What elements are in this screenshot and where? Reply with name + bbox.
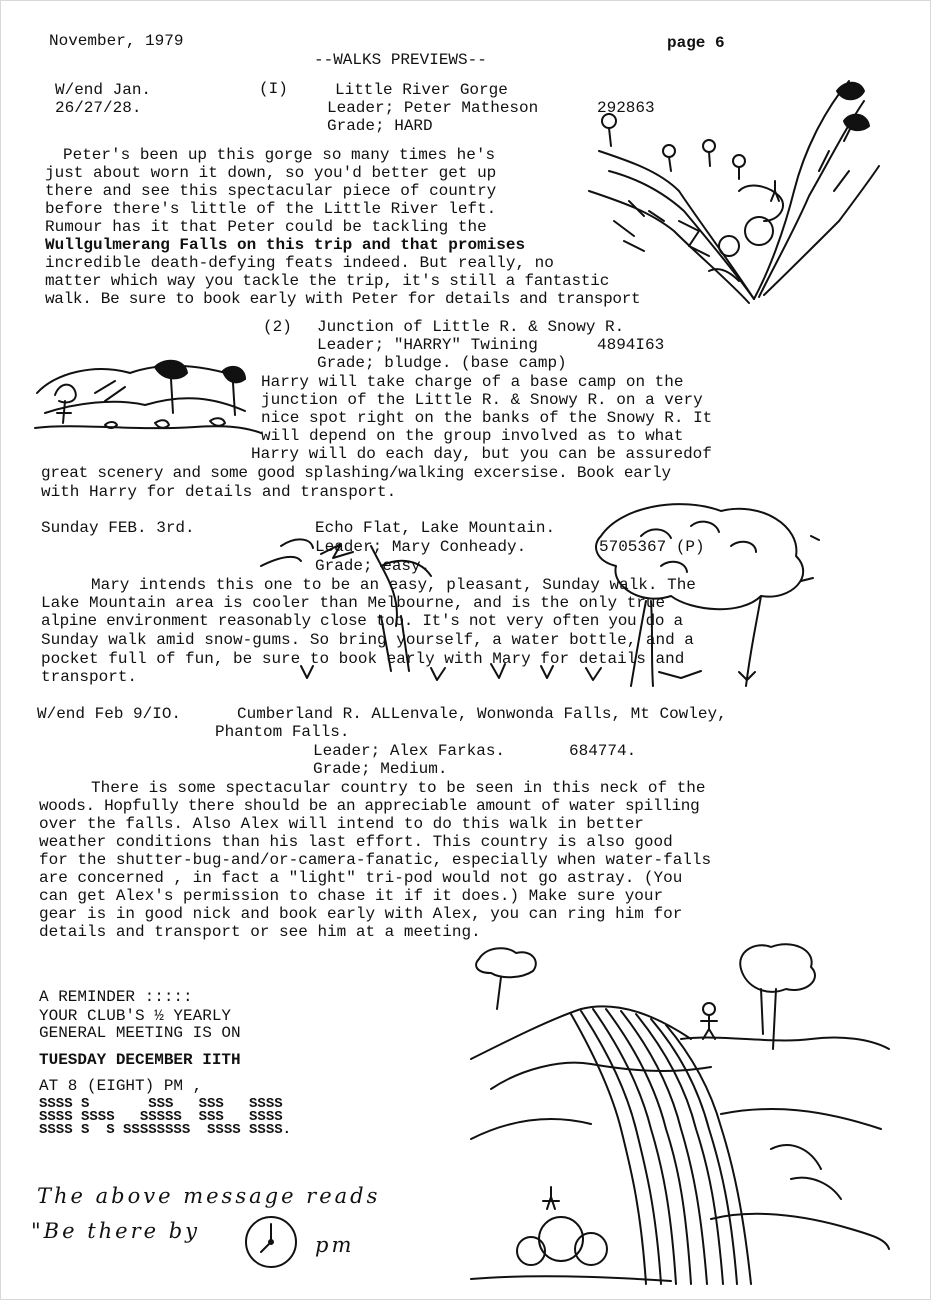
camp-drawing xyxy=(35,353,263,445)
text-line: woods. Hopfully there should be an appreciable amount of water spilling xyxy=(39,797,700,815)
decorative-s-pattern: SSSS S SSS SSS SSSS SSSS SSSS SSSSS SSS SSSS SSSS S S SSSSSSSS SSSS SSSS. xyxy=(39,1096,292,1138)
text-line: alpine environment reasonably close too. It's not very often you do a xyxy=(41,612,683,630)
reminder-line: TUESDAY DECEMBER IITH xyxy=(39,1051,241,1069)
walk1-number: (I) xyxy=(259,80,288,98)
walk4-place-continued: Phantom Falls. xyxy=(215,723,350,741)
walk2-grade: Grade; bludge. (base camp) xyxy=(317,354,567,372)
walk1-when-line2: 26/27/28. xyxy=(55,99,142,117)
reminder-line: YOUR CLUB'S ½ YEARLY xyxy=(39,1007,232,1025)
walk4-grade: Grade; Medium. xyxy=(313,760,448,778)
text-line: matter which way you tackle the trip, it's still a fantastic xyxy=(45,272,610,290)
text-line: transport. xyxy=(41,668,138,686)
walk2-leader: Leader; "HARRY" Twining xyxy=(317,336,538,354)
gorge-drawing xyxy=(589,71,879,311)
walk4-leader: Leader; Alex Farkas. xyxy=(313,742,506,760)
reminder-line: AT 8 (EIGHT) PM , xyxy=(39,1077,203,1095)
walk3-place: Echo Flat, Lake Mountain. xyxy=(315,519,556,537)
text-line: gear is in good nick and book early with Alex, you can ring him for xyxy=(39,905,683,923)
walk3-grade: Grade; easy. xyxy=(315,557,431,575)
clock-icon xyxy=(243,1214,299,1270)
walk1-leader: Leader; Peter Matheson xyxy=(327,99,539,117)
text-line: Rumour has it that Peter could be tackling the xyxy=(45,218,487,236)
text-line: can get Alex's permission to chase it if it does.) Make sure your xyxy=(39,887,664,905)
walk4-place: Cumberland R. ALLenvale, Wonwonda Falls, Mt Cowley, xyxy=(237,705,727,723)
walk4-phone: 684774. xyxy=(569,742,637,760)
handwritten-note-line1: The above message reads xyxy=(37,1184,381,1208)
walk2-number: (2) xyxy=(263,318,292,336)
issue-date: November, 1979 xyxy=(49,32,184,50)
text-line: Harry will do each day, but you can be assuredof xyxy=(251,445,712,463)
text-line: weather conditions than his last effort. This country is also good xyxy=(39,833,673,851)
text-line: will depend on the group involved as to what xyxy=(261,427,684,445)
handwritten-note-pm: pm xyxy=(315,1233,355,1257)
reminder-line: GENERAL MEETING IS ON xyxy=(39,1024,241,1042)
waterfall-drawing xyxy=(471,939,891,1289)
text-line: Lake Mountain area is cooler than Melbourne, and is the only true xyxy=(41,594,666,612)
text-line: Sunday walk amid snow-gums. So bring yourself, a water bottle, and a xyxy=(41,631,694,649)
text-line: Mary intends this one to be an easy, pleasant, Sunday walk. The xyxy=(91,576,696,594)
text-line: Peter's been up this gorge so many times he's xyxy=(63,146,496,164)
handwritten-note-line2: "Be there by xyxy=(31,1219,201,1243)
walk1-phone: 292863 xyxy=(597,99,655,117)
reminder-line: A REMINDER ::::: xyxy=(39,988,193,1006)
walk1-grade: Grade; HARD xyxy=(327,117,433,135)
text-line: Wullgulmerang Falls on this trip and that promises xyxy=(45,236,526,254)
walk3-phone: 5705367 (P) xyxy=(599,538,705,556)
text-line: There is some spectacular country to be seen in this neck of the xyxy=(91,779,706,797)
text-line: incredible death-defying feats indeed. But really, no xyxy=(45,254,554,272)
text-line: details and transport or see him at a meeting. xyxy=(39,923,481,941)
text-line: with Harry for details and transport. xyxy=(41,483,397,501)
walk3-when: Sunday FEB. 3rd. xyxy=(41,519,195,537)
text-line: are concerned , in fact a "light" tri-pod would not go astray. (You xyxy=(39,869,683,887)
text-line: for the shutter-bug-and/or-camera-fanatic, especially when water-falls xyxy=(39,851,712,869)
text-line: nice spot right on the banks of the Snowy R. It xyxy=(261,409,713,427)
walk1-place: Little River Gorge xyxy=(335,81,508,99)
walk3-leader: Leader; Mary Conheady. xyxy=(315,538,527,556)
walk1-when-line1: W/end Jan. xyxy=(55,81,152,99)
text-line: over the falls. Also Alex will intend to do this walk in better xyxy=(39,815,644,833)
text-line: Harry will take charge of a base camp on the xyxy=(261,373,684,391)
text-line: junction of the Little R. & Snowy R. on a very xyxy=(261,391,703,409)
walk4-when: W/end Feb 9/IO. xyxy=(37,705,182,723)
text-line: just about worn it down, so you'd better get up xyxy=(45,164,497,182)
text-line: pocket full of fun, be sure to book early with Mary for details and xyxy=(41,650,685,668)
page-title: --WALKS PREVIEWS-- xyxy=(314,51,487,69)
page-number: page 6 xyxy=(667,34,725,52)
walk2-place: Junction of Little R. & Snowy R. xyxy=(317,318,625,336)
text-line: great scenery and some good splashing/walking excersise. Book early xyxy=(41,464,671,482)
walk2-phone: 4894I63 xyxy=(597,336,665,354)
text-line: before there's little of the Little River left. xyxy=(45,200,497,218)
text-line: there and see this spectacular piece of country xyxy=(45,182,497,200)
text-line: walk. Be sure to book early with Peter for details and transport xyxy=(45,290,641,308)
